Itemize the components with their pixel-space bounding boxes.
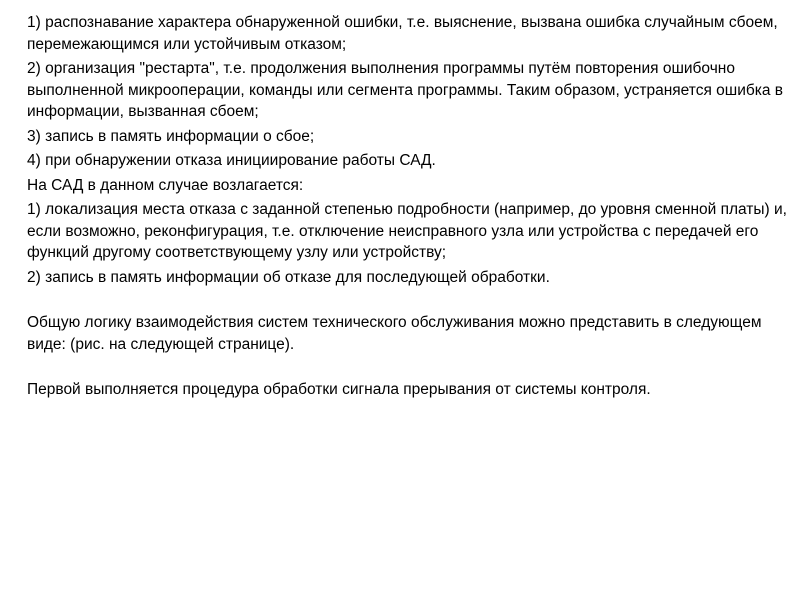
paragraph-sad-duties: На САД в данном случае возлагается: (27, 176, 304, 194)
paragraph-write-failure-info: 3) запись в память информации о сбое; (27, 127, 315, 145)
paragraph-initiate-sad: 4) при обнаружении отказа инициирование работы САД. (27, 152, 436, 169)
paragraph-localization: 1) локализация места отказа с заданной степенью подробности (например, до уровня сменной платы) и, если возможно, реконфигурация, т.е. отключение неисправного узла или устройства с передачей его функций другому соответствующему узлу или устройству; (27, 201, 787, 261)
paragraph-write-fault-info: 2) запись в память информации об отказе для последующей обработки. (27, 268, 550, 286)
paragraph-restart: 2) организация "рестарта", т.е. продолжения выполнения программы путём повторения ошибочно выполненной микрооперации, команды или сегмента программы. Таким образом, устраняется ошибка в информации, вызванная сбоем; (27, 60, 784, 120)
paragraph-maintenance-logic: Общую логику взаимодействия систем технического обслуживания можно представить в следующем виде: (рис. на следующей странице). (27, 314, 762, 353)
paragraph-interrupt-handling: Первой выполняется процедура обработки сигнала прерывания от системы контроля. (27, 381, 651, 398)
paragraph-error-recognition: 1) распознавание характера обнаруженной ошибки, т.е. выяснение, вызвана ошибка случайным сбоем, перемежающимся или устойчивым отказом; (27, 14, 778, 53)
document-text (27, 12, 787, 401)
